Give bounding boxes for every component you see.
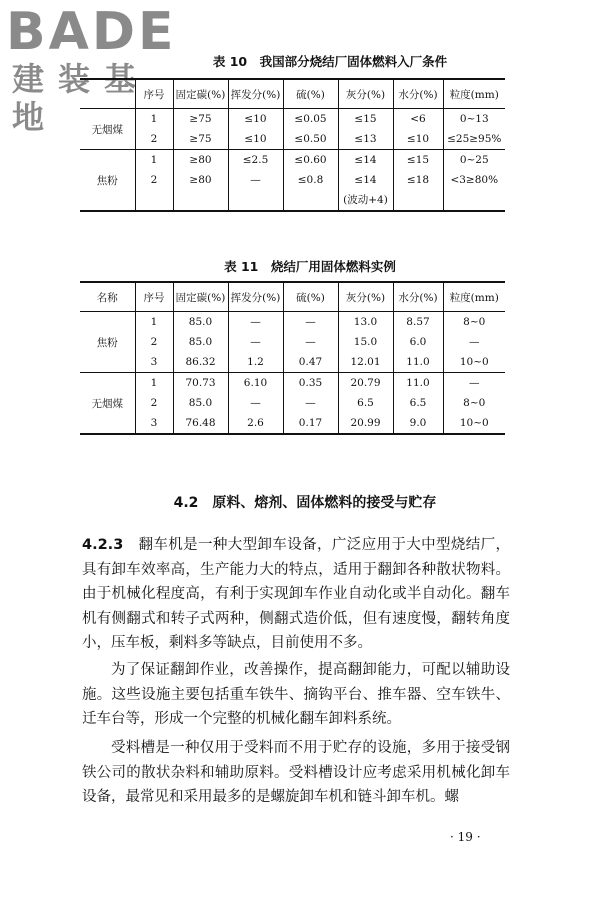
table-cell: ≤15 bbox=[354, 113, 377, 125]
table-cell: ≥75 bbox=[189, 113, 212, 125]
table-cell: — bbox=[250, 336, 261, 348]
table11-cell-stack bbox=[173, 373, 228, 435]
section-heading: 4.2 原料、熔剂、固体燃料的接受与贮存 bbox=[173, 495, 437, 511]
table-row bbox=[80, 109, 505, 150]
table11-cell-stack bbox=[135, 312, 173, 373]
table10-cell-stack bbox=[283, 150, 338, 212]
table-cell: ≥80 bbox=[189, 174, 212, 186]
table-cell: 6.10 bbox=[243, 377, 268, 389]
table11-header-row bbox=[80, 282, 505, 312]
table10-header-cell: 挥发分(%) bbox=[228, 79, 283, 109]
table-cell: ≤18 bbox=[406, 174, 430, 186]
table-cell: 13.0 bbox=[353, 316, 378, 328]
table-cell: ≥80 bbox=[189, 154, 212, 166]
table-cell: 9.0 bbox=[409, 417, 427, 429]
table-cell: 8~0 bbox=[463, 316, 486, 328]
table-cell: 2.6 bbox=[247, 417, 264, 429]
table-cell: 15.0 bbox=[353, 336, 378, 348]
table11-cell-stack bbox=[228, 373, 283, 435]
table-cell: 0~13 bbox=[459, 113, 489, 125]
table-cell bbox=[174, 190, 228, 210]
table-cell: 1 bbox=[150, 154, 158, 166]
table-cell: ≤2.5 bbox=[242, 154, 269, 166]
table11-row-group bbox=[80, 373, 505, 435]
table-cell: — bbox=[469, 377, 480, 389]
table11-header-cell: 固定碳(%) bbox=[173, 282, 228, 312]
table-cell: 6.5 bbox=[409, 397, 427, 409]
table-cell bbox=[444, 190, 506, 210]
table10-group-name: 无烟煤 bbox=[80, 109, 135, 150]
table10-cell-stack bbox=[135, 150, 173, 212]
table-cell: — bbox=[305, 397, 316, 409]
table11 bbox=[80, 281, 505, 435]
table10-header-cell: 水分(%) bbox=[393, 79, 443, 109]
clause-number: 4.2.3 bbox=[82, 537, 124, 553]
table11-cell-stack bbox=[393, 312, 443, 373]
table10-group-name: 焦粉 bbox=[80, 150, 135, 212]
paragraph-tipper-text: 翻车机是一种大型卸车设备，广泛应用于大中型烧结厂，具有卸车效率高，生产能力大的特点，适用于翻卸各种散状物料。由于机械化程度高，有利于实现卸车作业自动化或半自动化。翻车机有侧翻式和转子式两种，侧翻式造价低，但有速度慢，翻转角度小，压车板，剩料多等缺点，目前使用不多。 bbox=[82, 537, 510, 651]
table-cell bbox=[136, 190, 173, 210]
table11-cell-stack bbox=[338, 312, 393, 373]
table-cell: ≤10 bbox=[244, 113, 267, 125]
table11-cell-stack bbox=[135, 373, 173, 435]
table-cell: 6.0 bbox=[409, 336, 427, 348]
paragraph-hopper: 受料槽是一种仅用于受料而不用于贮存的设施，多用于接受钢铁公司的散状杂料和辅助原料。受料槽设计应考虑采用机械化卸车设备，最常见和采用最多的是螺旋卸车机和链斗卸车机。螺 bbox=[82, 740, 510, 805]
table10-row-group bbox=[80, 109, 505, 150]
table-cell: — bbox=[250, 397, 261, 409]
watermark-subtitle: 建装基地 bbox=[12, 60, 151, 136]
table-cell: ≤15 bbox=[406, 154, 430, 166]
table11-cell-stack bbox=[393, 373, 443, 435]
table11-cell-stack bbox=[283, 373, 338, 435]
table11-row-group bbox=[80, 312, 505, 373]
table-cell: ≤10 bbox=[406, 133, 430, 145]
table-cell: 2 bbox=[150, 336, 158, 348]
table-cell: — bbox=[305, 316, 316, 328]
paragraph-tipper bbox=[82, 533, 510, 656]
table-cell: — bbox=[305, 336, 316, 348]
table-cell: 0.17 bbox=[298, 417, 323, 429]
table11-header-cell: 序号 bbox=[135, 282, 173, 312]
table-cell: 76.48 bbox=[185, 417, 216, 429]
table-cell: 10~0 bbox=[459, 356, 489, 368]
table10-cell-stack bbox=[443, 109, 505, 150]
table-cell bbox=[284, 190, 338, 210]
table10 bbox=[80, 78, 505, 212]
table10-cell-stack bbox=[443, 150, 505, 212]
table-cell: 2 bbox=[150, 397, 158, 409]
table-row bbox=[80, 312, 505, 373]
table11-group-name: 无烟煤 bbox=[80, 373, 135, 435]
table10-header-row bbox=[80, 79, 505, 109]
table10-header-cell: 灰分(%) bbox=[338, 79, 393, 109]
table11-cell-stack bbox=[173, 312, 228, 373]
table11-header-cell: 硫(%) bbox=[283, 282, 338, 312]
table-cell: 86.32 bbox=[185, 356, 216, 368]
table10-caption: 表 10 我国部分烧结厂固体燃料入厂条件 bbox=[212, 54, 448, 69]
table-cell: ≤13 bbox=[354, 133, 377, 145]
table10-cell-stack bbox=[393, 109, 443, 150]
table10-header-cell: 固定碳(%) bbox=[173, 79, 228, 109]
table-cell: ≤0.05 bbox=[294, 113, 327, 125]
table-cell: 12.01 bbox=[350, 356, 381, 368]
table10-cell-stack bbox=[173, 150, 228, 212]
table-cell: ≤10 bbox=[244, 133, 267, 145]
paragraph-auxiliary: 为了保证翻卸作业，改善操作，提高翻卸能力，可配以辅助设施。这些设施主要包括重车铁牛、摘钩平台、推车器、空车铁牛、迁车台等，形成一个完整的机械化翻车卸料系统。 bbox=[82, 662, 510, 727]
table-cell: ≤0.8 bbox=[297, 174, 324, 186]
table11-header-cell: 粒度(mm) bbox=[443, 282, 505, 312]
table-cell: 3 bbox=[150, 356, 158, 368]
table11-header-cell: 名称 bbox=[80, 282, 135, 312]
table11-cell-stack bbox=[228, 312, 283, 373]
table10-cell-stack bbox=[135, 109, 173, 150]
watermark-brand: BADE bbox=[6, 2, 177, 62]
table-cell: ≤0.60 bbox=[294, 154, 327, 166]
table-cell: 1.2 bbox=[247, 356, 264, 368]
table10-header-cell: 粒度(mm) bbox=[443, 79, 505, 109]
table-cell: 0.47 bbox=[298, 356, 323, 368]
table-cell: <6 bbox=[410, 113, 426, 125]
table11-group-name: 焦粉 bbox=[80, 312, 135, 373]
table10-cell-stack bbox=[338, 150, 393, 212]
table-cell: ≤25≥95% bbox=[447, 133, 502, 145]
table-cell: 8~0 bbox=[463, 397, 486, 409]
table-cell bbox=[229, 190, 283, 210]
table10-cell-stack bbox=[173, 109, 228, 150]
table-cell: 11.0 bbox=[406, 356, 430, 368]
table-cell: 85.0 bbox=[188, 316, 213, 328]
table10-cell-stack bbox=[338, 109, 393, 150]
table-row bbox=[80, 373, 505, 435]
table-cell: ≤0.50 bbox=[294, 133, 327, 145]
table-cell: (波动+4) bbox=[343, 194, 388, 206]
table-cell: 0~25 bbox=[459, 154, 489, 166]
table10-cell-stack bbox=[393, 150, 443, 212]
table10-cell-stack bbox=[228, 109, 283, 150]
table-cell: — bbox=[250, 316, 261, 328]
table10-cell-stack bbox=[228, 150, 283, 212]
table-cell: <3≥80% bbox=[450, 174, 499, 186]
table11-cell-stack bbox=[443, 312, 505, 373]
table-cell: 85.0 bbox=[188, 336, 213, 348]
table-cell: 8.57 bbox=[406, 316, 430, 328]
table-cell: 1 bbox=[150, 316, 158, 328]
table10-header-cell bbox=[80, 79, 135, 109]
page-number: · 19 · bbox=[450, 830, 481, 844]
table11-header-cell: 挥发分(%) bbox=[228, 282, 283, 312]
table-cell: — bbox=[250, 174, 261, 186]
table-cell: ≥75 bbox=[189, 133, 212, 145]
table11-cell-stack bbox=[443, 373, 505, 435]
table10-cell-stack bbox=[283, 109, 338, 150]
table-cell: — bbox=[469, 336, 480, 348]
table-cell: 1 bbox=[150, 377, 158, 389]
table-cell: 10~0 bbox=[459, 417, 489, 429]
table10-header-cell: 硫(%) bbox=[283, 79, 338, 109]
table-cell: 11.0 bbox=[406, 377, 430, 389]
table11-caption: 表 11 烧结厂用固体燃料实例 bbox=[224, 259, 396, 274]
table10-row-group bbox=[80, 150, 505, 212]
table-row bbox=[80, 150, 505, 212]
table11-cell-stack bbox=[283, 312, 338, 373]
table11-cell-stack bbox=[338, 373, 393, 435]
table-cell: 20.99 bbox=[350, 417, 381, 429]
table-cell: 2 bbox=[150, 133, 158, 145]
table-cell: 85.0 bbox=[188, 397, 213, 409]
table11-header-cell: 灰分(%) bbox=[338, 282, 393, 312]
table-cell: ≤14 bbox=[354, 174, 377, 186]
table-cell: ≤14 bbox=[354, 154, 377, 166]
table-cell: 1 bbox=[150, 113, 158, 125]
table-cell bbox=[394, 190, 443, 210]
table-cell: 0.35 bbox=[298, 377, 323, 389]
table-cell: 2 bbox=[150, 174, 158, 186]
table-cell: 70.73 bbox=[185, 377, 216, 389]
table-cell: 20.79 bbox=[350, 377, 381, 389]
table10-header-cell: 序号 bbox=[135, 79, 173, 109]
table-cell: 6.5 bbox=[357, 397, 374, 409]
table-cell: 3 bbox=[150, 417, 158, 429]
table11-header-cell: 水分(%) bbox=[393, 282, 443, 312]
